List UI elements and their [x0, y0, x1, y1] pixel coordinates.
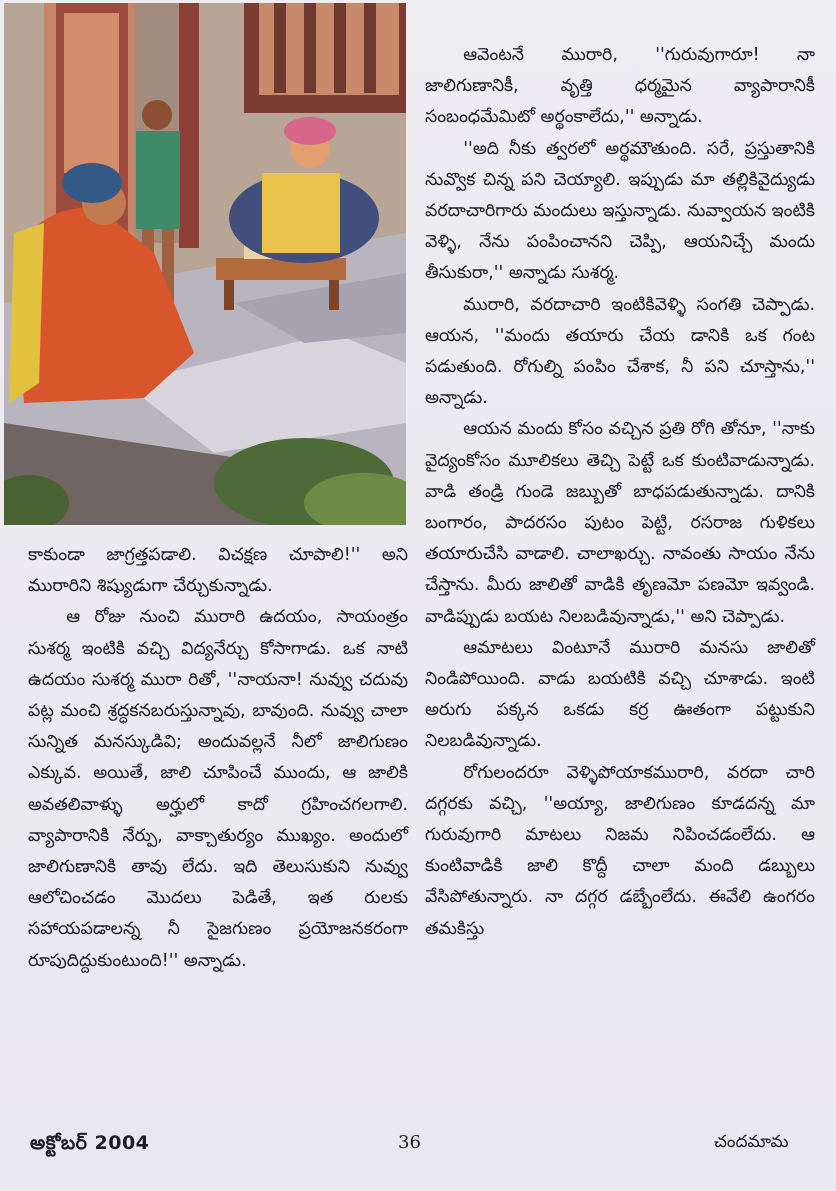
- page-number: 36: [398, 1132, 421, 1153]
- right-paragraph: ''అది నీకు త్వరలో అర్థమౌతుంది. సరే, ప్రస్తుతానికి నువ్వొక చిన్న పని చెయ్యాలి. ఇప్పుడు మా తల్లికివైద్యుడు వరదాచారిగారు మందులు ఇస్తున్నాడు. నువ్వాయన ఇంటికి వెళ్ళి, నేను పంపించానని చెప్పి, ఆయనిచ్చే మందు తీసుకురా,'' అన్నాడు సుశర్మ.: [425, 138, 815, 284]
- right-text-column: [425, 40, 815, 945]
- issue-date: అక్టోబర్ 2004: [30, 1132, 150, 1154]
- left-text-column: [28, 540, 408, 977]
- right-paragraph: ఆవెంటనే మురారి, ''గురువుగారూ! నా జాలిగుణానికీ, వృత్తి ధర్మమైన వ్యాపారానికీ సంబంధమేమిటో అర్థంకాలేదు,'' అన్నాడు.: [425, 45, 815, 128]
- magazine-name: చందమామ: [714, 1132, 789, 1152]
- left-continuation-paragraph: కాకుండా జాగ్రత్తపడాలి. విచక్షణ చూపాలి!'' అని మురారిని శిష్యుడుగా చేర్చుకున్నాడు.: [28, 545, 408, 597]
- left-paragraph: ఆ రోజు నుంచి మురారి ఉదయం, సాయంత్రం సుశర్మ ఇంటికి వచ్చి విద్యనేర్చు కోసాగాడు. ఒక నాటి ఉదయం సుశర్మ మురా రితో, ''నాయనా! నువ్వు చదువు పట్ల మంచి శ్రద్ధకనబరుస్తున్నావు, బావుంది. నువ్వు చాలా సున్నిత మనస్కుడివి; అందువల్లనే నీలో జాలిగుణం ఎక్కువ. అయితే, జాలి చూపించే ముందు, ఆ జాలికి అవతలివాళ్ళు అర్హులో కాదో గ్రహించగలగాలి. వ్యాపారానికి నేర్పు, వాక్చాతుర్యం ముఖ్యం. అందులో జాలిగుణానికి తావు లేదు. ఇది తెలుసుకుని నువ్వు ఆలోచించడం మొదలు పెడితే, ఇత రులకు సహాయపడాలన్న నీ సైజగుణం ప్రయోజనకరంగా రూపుదిద్దుకుంటుంది!'' అన్నాడు.: [28, 607, 408, 971]
- right-paragraph: ఆయన మందు కోసం వచ్చిన ప్రతి రోగి తోనూ, ''నాకు వైద్యంకోసం మూలికలు తెచ్చి పెట్టే ఒక కుంటివాడున్నాడు. వాడి తండ్రి గుండె జబ్బుతో బాధపడుతున్నాడు. దానికి బంగారం, పాదరసం పుటం పెట్టి, రసరాజ గుళికలు తయారుచేసి వాడాలి. చాలాఖర్చు. నావంతు సాయం నేను చేస్తాను. మీరు జాలితో వాడికి తృణమో పణమో ఇవ్వండి. వాడిప్పుడు బయట నిలబడివున్నాడు,'' అని చెప్పాడు.: [425, 419, 815, 627]
- right-paragraph: ఆమాటలు వింటూనే మురారి మనసు జాలితో నిండిపోయింది. వాడు బయటికి వచ్చి చూశాడు. ఇంటి అరుగు పక్కన ఒకడు కర్ర ఊతంగా పట్టుకుని నిలబడివున్నాడు.: [425, 637, 815, 752]
- right-paragraph: మురారి, వరదాచారి ఇంటికివెళ్ళి సంగతి చెప్పాడు. ఆయన, ''మందు తయారు చేయ డానికి ఒక గంట పడుతుంది. రోగుల్ని పంపిం చేశాక, నీ పని చూస్తాను,'' అన్నాడు.: [425, 294, 815, 409]
- right-paragraph: రోగులందరూ వెళ్ళిపోయాకమురారి, వరదా చారి దగ్గరకు వచ్చి, ''అయ్యా, జాలిగుణం కూడదన్న మా గురువుగారి మాటలు నిజమ నిపించడంలేదు. ఆ కుంటివాడికి జాలి కొద్దీ చాలా మంది డబ్బులు వేసిపోతున్నారు. నా దగ్గర డబ్బేంలేదు. ఈవేలి ఉంగరం తమకిస్తు: [425, 762, 815, 939]
- story-illustration: [4, 3, 406, 525]
- illustration-drawing: [4, 3, 406, 525]
